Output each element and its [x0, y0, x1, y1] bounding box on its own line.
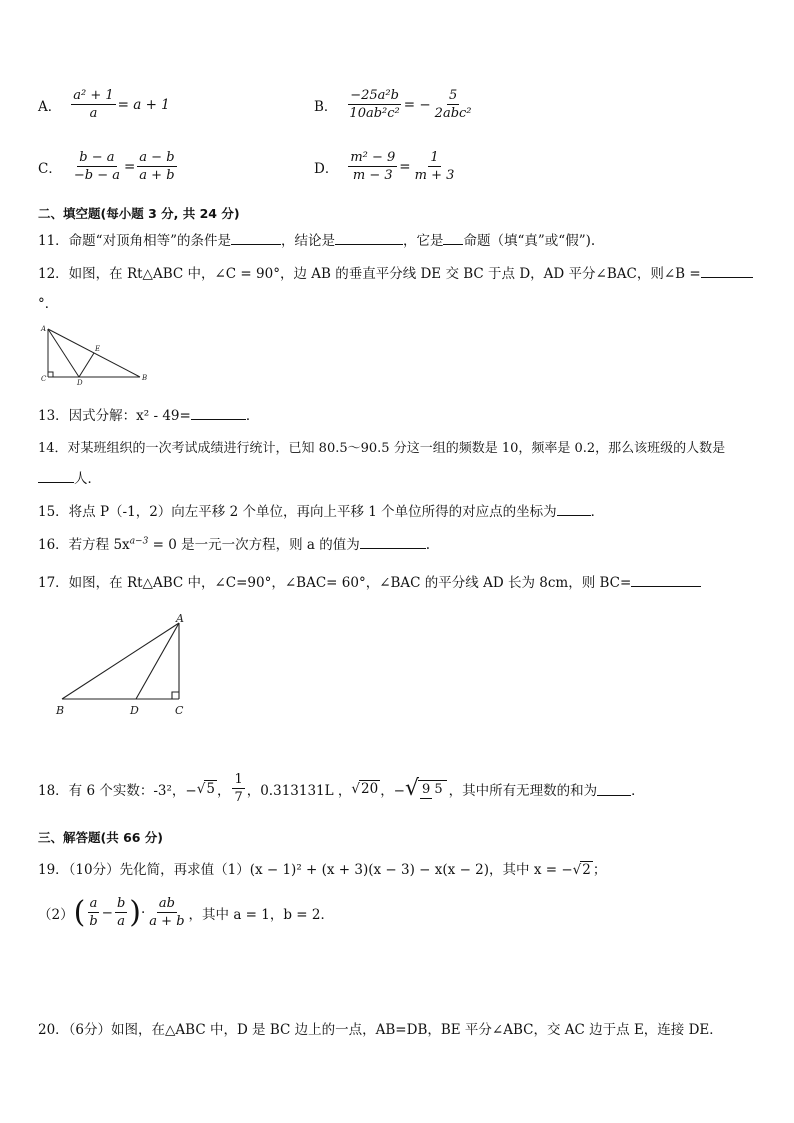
fig12-segment-de: [79, 353, 94, 377]
q14-blank: [38, 469, 74, 483]
option-a-fraction: $\frac{\text{a² + 1}}{a}$: [73, 88, 114, 121]
q18-sqrt-symbol-3: √: [405, 776, 420, 801]
option-b-fraction-right: $\frac{5}{\text{2abc²}}$: [434, 88, 472, 121]
q18-sqrt-symbol: √: [196, 780, 206, 797]
option-d-label: D．: [314, 160, 339, 177]
q11-blank-2: [335, 231, 403, 245]
q13-blank: [191, 406, 246, 420]
question-13: 13．因式分解：x² - 49= ．: [38, 408, 260, 424]
fig17-label-d: D: [130, 704, 139, 717]
q11-blank-1: [231, 231, 281, 245]
fig12-label-a: A: [41, 325, 47, 333]
question-20: 20．（6分）如图，在△ABC 中，D 是 BC 边上的一点，AB=DB，BE 平分∠ABC，交 AC 边于点 E，连接 DE．: [38, 1022, 723, 1038]
question-19: 19．（10分）先化简，再求值（1）(x − 1)² + (x + 3)(x − 3) − x(x − 2)，其中 x = −√2 ；: [38, 862, 607, 878]
option-c-fraction-right: $\frac{a - b}{a + b}$: [139, 150, 175, 183]
question-17: 17．如图，在 Rt△ABC 中，∠C=90°，∠BAC= 60°，∠BAC 的平分线 AD 长为 8cm，则 BC=: [38, 571, 701, 591]
q18-blank: [597, 782, 631, 796]
q18-root-fraction: 9 5: [418, 780, 447, 797]
q11-blank-3: [443, 231, 463, 245]
option-a: [38, 88, 170, 121]
option-d-fraction-right: $\frac{1}{m + 3}$: [414, 150, 455, 183]
fig12-label-b: B: [142, 374, 148, 382]
option-b: [314, 88, 476, 121]
q19-sqrt-symbol: √: [572, 862, 582, 878]
section-3-heading: 三、解答题(共 66 分): [38, 830, 164, 845]
fig17-label-a: A: [176, 612, 184, 625]
question-14-tail: 人．: [38, 467, 101, 487]
option-d-eq: =: [399, 158, 411, 175]
question-12: 12．如图，在 Rt△ABC 中，∠C = 90°，边 AB 的垂直平分线 DE 交 BC 于点 D，AD 平分∠BAC，则∠B =: [38, 262, 753, 282]
question-19-part-2: （2） ( $\frac{a}{b}$ − $\frac{b}{a}$ ) · $\frac{ab}{a + b}$ ，其中 a = 1，b = 2．: [38, 894, 334, 930]
section-2-heading: 二、填空题(每小题 3 分, 共 24 分): [38, 206, 240, 221]
option-c-fraction-left: $\frac{b - a}{-b - a}$: [73, 150, 120, 183]
fig17-side-ab: [62, 623, 179, 699]
fig12-label-e: E: [95, 345, 101, 353]
question-15: 15．将点 P（-1，2）向左平移 2 个单位，再向上平移 1 个单位所得的对应点的坐标为 ．: [38, 504, 605, 520]
fig12-label-d: D: [77, 379, 83, 386]
q12-blank: [701, 264, 753, 278]
q18-fraction: $\frac{1}{7}$: [234, 772, 243, 805]
option-c-eq: =: [123, 158, 136, 175]
figure-12-triangle: [38, 322, 158, 386]
fig17-segment-ad: [136, 623, 179, 699]
option-a-label: A．: [38, 98, 62, 115]
option-b-label: B．: [314, 98, 338, 115]
option-a-rhs: = a + 1: [117, 96, 170, 113]
question-12-tail: °．: [38, 296, 59, 312]
option-d-fraction-left: $\frac{\text{m² − 9}}{m - 3}$: [350, 150, 396, 183]
option-b-eq: = −: [403, 96, 431, 113]
question-14: 14．对某班组织的一次考试成绩进行统计，已知 80.5～90.5 分这一组的频数是 10，频率是 0.2，那么该班级的人数是: [38, 441, 726, 456]
fig12-right-angle-mark: [48, 372, 53, 377]
question-16: 16．若方程 $5x^{a-3} = 0$ 是一元一次方程，则 a 的值为 .: [38, 536, 431, 553]
option-c: [38, 150, 179, 183]
option-b-fraction-left: $\frac{\text{−25a²b}}{\text{10ab²c²}}$: [349, 88, 400, 121]
q19-open-paren: (: [73, 894, 86, 930]
fig17-label-b: B: [56, 704, 65, 717]
question-18: 18．有 6 个实数：-3²，− √ 5 ， $\frac{1}{7}$ ，0.313131L ， √ 20 ，− √ 9 5 ，其中所有无理数的和为 ．: [38, 772, 645, 805]
option-d: [314, 150, 458, 183]
fig17-right-angle-mark: [172, 692, 179, 699]
fig17-label-c: C: [175, 704, 184, 717]
q16-blank: [360, 535, 426, 549]
question-11: 11．命题“对顶角相等”的条件是 ，结论是 ，它是 命题（填“真”或“假”).: [38, 233, 596, 249]
q17-blank: [631, 573, 701, 587]
q19-close-paren: ): [129, 894, 141, 930]
q15-blank: [557, 502, 591, 516]
option-c-label: C．: [38, 160, 62, 177]
figure-17-triangle: [48, 610, 198, 720]
q18-sqrt-symbol-2: √: [351, 780, 360, 797]
fig12-segment-ad: [48, 329, 79, 377]
fig12-label-c: C: [41, 375, 47, 383]
